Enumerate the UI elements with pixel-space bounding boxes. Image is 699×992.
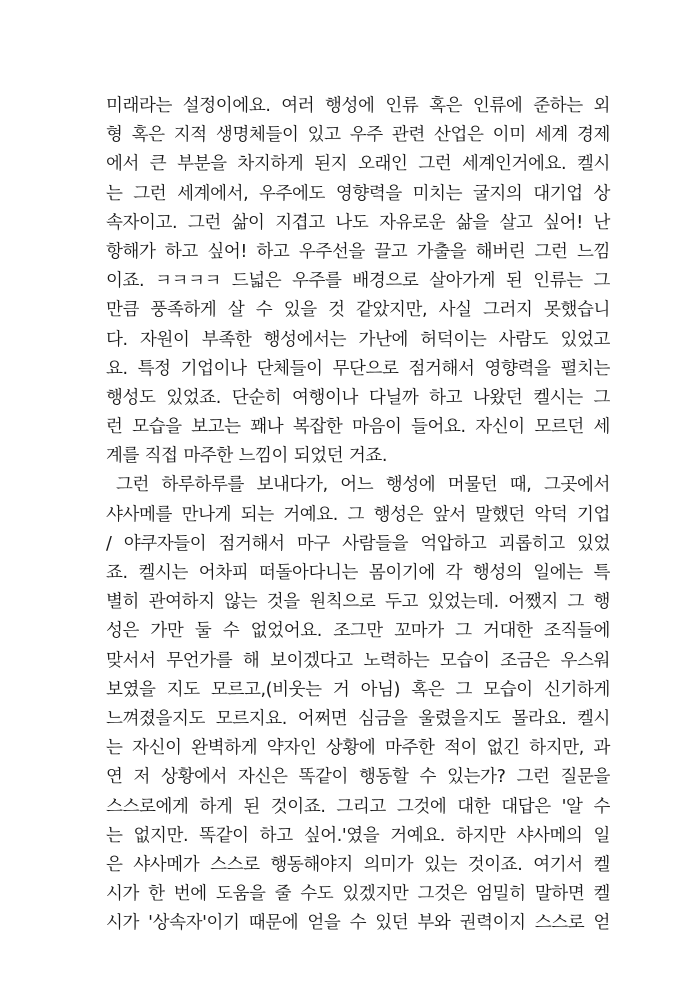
text-line: 별히 관여하지 않는 것을 원칙으로 두고 있었는데. 어쨌지 그 행 <box>106 592 610 613</box>
text-line: 요. 특정 기업이나 단체들이 무단으로 점거해서 영향력을 펼치는 <box>106 358 610 379</box>
text-line: 형 혹은 지적 생명체들이 있고 우주 관련 산업은 이미 세계 경제 <box>106 125 610 146</box>
text-line: 미래라는 설정이에요. 여러 행성에 인류 혹은 인류에 준하는 외 <box>106 96 610 116</box>
text-line: 죠. 켈시는 어차피 떠돌아다니는 몸이기에 각 행성의 일에는 특 <box>106 563 610 583</box>
text-line: 항해가 하고 싶어! 하고 우주선을 끌고 가출을 해버린 그런 느낌 <box>106 241 610 262</box>
text-line: 는 그런 세계에서, 우주에도 영향력을 미치는 굴지의 대기업 상 <box>106 183 610 204</box>
text-line: 는 자신이 완벽하게 약자인 상황에 마주한 적이 없긴 하지만, 과 <box>106 738 610 759</box>
text-line: 샤사메를 만나게 되는 거예요. 그 행성은 앞서 말했던 악덕 기업 <box>106 504 610 525</box>
text-line: 시가 '상속자'이기 때문에 얻을 수 있던 부와 권력이지 스스로 얻 <box>106 913 610 934</box>
text-line: 계를 직접 마주한 느낌이 되었던 거죠. <box>106 446 388 467</box>
text-line: 는 없지만. 똑같이 하고 싶어.'였을 거예요. 하지만 샤사메의 일 <box>106 825 610 846</box>
text-line: 맞서서 무언가를 해 보이겠다고 노력하는 모습이 조금은 우스워 <box>106 650 610 671</box>
body-text <box>106 92 610 938</box>
text-line: 느껴졌을지도 모르지요. 어쩌면 심금을 울렸을지도 몰라요. 켈시 <box>106 708 610 729</box>
text-line: 만큼 풍족하게 살 수 있을 것 같았지만, 사실 그러지 못했습니 <box>106 300 610 321</box>
text-line: 런 모습을 보고는 꽤나 복잡한 마음이 들어요. 자신이 모르던 세 <box>106 417 610 438</box>
text-line: 이죠. ㅋㅋㅋㅋ 드넓은 우주를 배경으로 살아가게 된 인류는 그 <box>106 271 610 292</box>
text-line: 행성도 있었죠. 단순히 여행이나 다닐까 하고 나왔던 켈시는 그 <box>106 387 610 408</box>
text-line: 속자이고. 그런 삶이 지겹고 나도 자유로운 삶을 살고 싶어! 난 <box>106 212 610 233</box>
text-line: 보였을 지도 모르고,(비웃는 거 아님) 혹은 그 모습이 신기하게 <box>106 679 610 700</box>
text-line: 에서 큰 부분을 차지하게 된지 오래인 그런 세계인거에요. 켈시 <box>106 154 610 175</box>
text-line: 성은 가만 둘 수 없었어요. 조그만 꼬마가 그 거대한 조직들에 <box>106 621 610 642</box>
text-line: 다. 자원이 부족한 행성에서는 가난에 허덕이는 사람도 있었고 <box>106 329 610 350</box>
text-line: 시가 한 번에 도움을 줄 수도 있겠지만 그것은 엄밀히 말하면 켈 <box>106 884 610 905</box>
text-line: 그런 하루하루를 보내다가, 어느 행성에 머물던 때, 그곳에서 <box>116 475 610 496</box>
text-line: 연 저 상황에서 자신은 똑같이 행동할 수 있는가? 그런 질문을 <box>106 767 610 788</box>
text-line: / 야쿠자들이 점거해서 마구 사람들을 억압하고 괴롭히고 있었 <box>106 533 610 554</box>
text-line: 은 샤사메가 스스로 행동해야지 의미가 있는 것이죠. 여기서 켈 <box>106 854 610 875</box>
text-line: 스스로에게 하게 된 것이죠. 그리고 그것에 대한 대답은 '알 수 <box>106 796 610 817</box>
